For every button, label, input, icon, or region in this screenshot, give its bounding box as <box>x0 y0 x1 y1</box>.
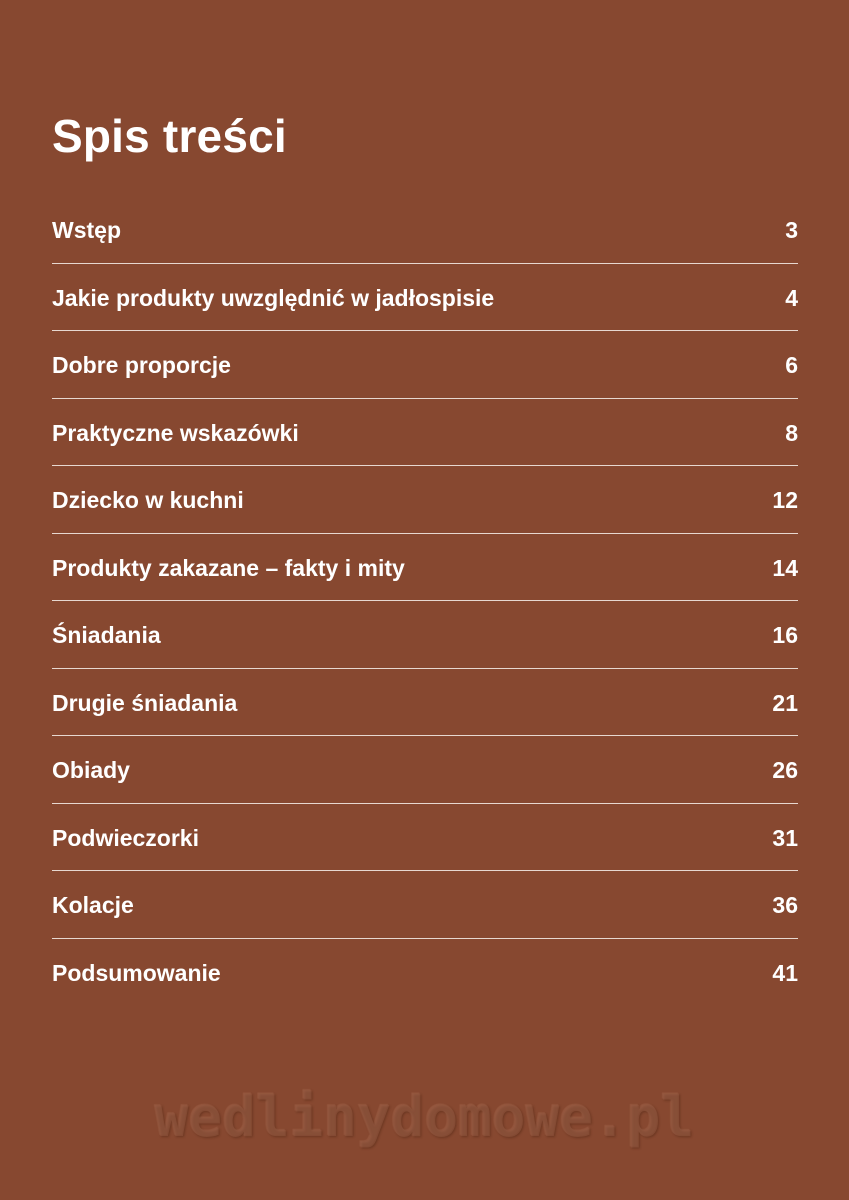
toc-item-label: Kolacje <box>52 892 134 919</box>
toc-item[interactable] <box>52 264 798 332</box>
toc-item-page-number: 14 <box>772 554 798 581</box>
toc-item[interactable] <box>52 196 798 264</box>
toc-item[interactable] <box>52 399 798 467</box>
toc-item-page-number: 21 <box>772 689 798 716</box>
toc-item-page-number: 8 <box>785 419 798 446</box>
toc-item-page-number: 31 <box>772 824 798 851</box>
toc-item-page-number: 12 <box>772 487 798 514</box>
toc-item[interactable] <box>52 669 798 737</box>
toc-item[interactable] <box>52 601 798 669</box>
toc-item-label: Produkty zakazane – fakty i mity <box>52 554 405 581</box>
toc-item-label: Drugie śniadania <box>52 689 238 716</box>
toc-item-label: Śniadania <box>52 622 161 649</box>
toc-item-label: Dziecko w kuchni <box>52 487 244 514</box>
toc-item-page-number: 3 <box>785 217 798 244</box>
toc-item-page-number: 4 <box>785 284 798 311</box>
toc-item-label: Praktyczne wskazówki <box>52 419 299 446</box>
toc-item-page-number: 6 <box>785 352 798 379</box>
toc-item[interactable] <box>52 534 798 602</box>
toc-item[interactable] <box>52 331 798 399</box>
toc-item[interactable] <box>52 736 798 804</box>
toc-item[interactable] <box>52 939 798 1007</box>
toc-item-page-number: 16 <box>772 622 798 649</box>
toc-item-page-number: 36 <box>772 892 798 919</box>
watermark: wedlinydomowe.pl <box>154 1085 695 1150</box>
page-title: Spis treści <box>52 110 287 162</box>
toc-item[interactable] <box>52 804 798 872</box>
toc-item-label: Podsumowanie <box>52 960 221 987</box>
toc-item-label: Wstęp <box>52 217 121 244</box>
toc-item-page-number: 41 <box>772 960 798 987</box>
toc-item-label: Dobre proporcje <box>52 352 231 379</box>
toc-item-label: Podwieczorki <box>52 824 199 851</box>
toc-item-label: Jakie produkty uwzględnić w jadłospisie <box>52 284 495 311</box>
table-of-contents <box>52 196 798 1006</box>
toc-item-label: Obiady <box>52 757 130 784</box>
toc-item[interactable] <box>52 871 798 939</box>
toc-item[interactable] <box>52 466 798 534</box>
toc-item-page-number: 26 <box>772 757 798 784</box>
